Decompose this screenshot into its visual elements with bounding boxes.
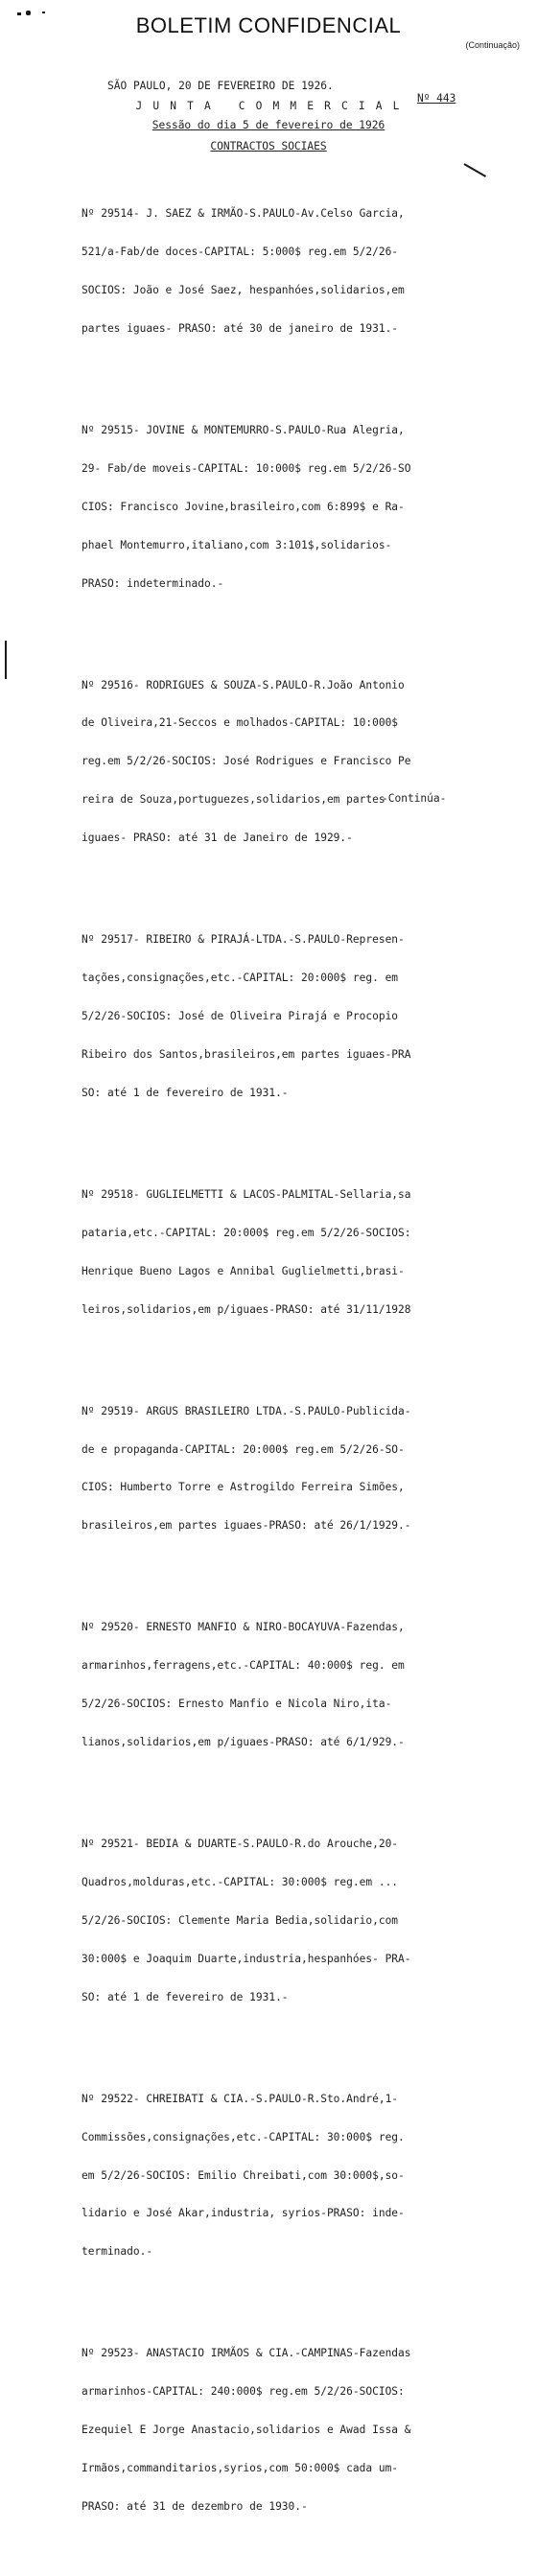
entry-line: 5/2/26-SOCIOS: Clemente Maria Bedia,solidario,com (82, 1913, 399, 1927)
contract-entry (82, 398, 411, 615)
entry-line: Commissões,consignações,etc.-CAPITAL: 30:000$ reg. (82, 2130, 405, 2143)
entry-line: Irmãos,commanditarios,syrios,com 50:000$ cada um- (82, 2462, 399, 2475)
entry-line: CIOS: Francisco Jovine,brasileiro,com 6:899$ e Ra- (82, 500, 405, 513)
junta-heading: J U N T A C O M M E R C I A L (135, 100, 402, 112)
contract-entry (82, 1596, 411, 1774)
entry-line: 5/2/26-SOCIOS: Ernesto Manfio e Nicola Niro,ita- (82, 1698, 392, 1711)
contract-entry (82, 2067, 411, 2283)
margin-tick (5, 641, 7, 679)
entry-line: SOCIOS: João e José Saez, hespanhóes,solidarios,em (82, 283, 405, 296)
entry-line: reg.em 5/2/26-SOCIOS: José Rodrigues e Francisco Pe (82, 755, 411, 768)
margin-stroke (464, 163, 487, 177)
continuation-note: (Continuação) (465, 40, 520, 50)
entry-line: Ezequiel E Jorge Anastacio,solidarios e Awad Issa & (82, 2424, 411, 2437)
contract-entry (82, 908, 411, 1125)
entry-line: iguaes- PRASO: até 31 de Janeiro de 1929.- (82, 831, 353, 845)
dateline: SÃO PAULO, 20 DE FEVEREIRO DE 1926. (107, 80, 334, 92)
entry-line: phael Montemurro,italiano,com 3:101$,solidarios- (82, 538, 392, 551)
page-title: BOLETIM CONFIDENCIAL (135, 13, 402, 37)
entry-line: Ribeiro dos Santos,brasileiros,em partes iguaes-PRA (82, 1047, 411, 1061)
entry-line: SO: até 1 de fevereiro de 1931.- (82, 1990, 289, 2003)
document-number: Nº 443 (416, 92, 456, 105)
session-heading: Sessão do dia 5 de fevereiro de 1926 (152, 119, 385, 131)
contract-entry (82, 2322, 411, 2539)
entry-line: 521/a-Fab/de doces-CAPITAL: 5:000$ reg.em 5/2/26- (82, 246, 399, 259)
entry-line: Nº 29516- RODRIGUES & SOUZA-S.PAULO-R.João Antonio (82, 678, 405, 691)
entry-line: 5/2/26-SOCIOS: José de Oliveira Pirajá e Procopio (82, 1010, 399, 1022)
entry-line: CIOS: Humberto Torre e Astrogildo Ferreira Simões, (82, 1481, 405, 1494)
entry-line: lianos,solidarios,em p/iguaes-PRASO: até 6/1/929.- (82, 1736, 405, 1749)
entry-line: Nº 29517- RIBEIRO & PIRAJÁ-LTDA.-S.PAULO-Represen- (82, 933, 405, 947)
entry-line: brasileiros,em partes iguaes-PRASO: até 26/1/1929.- (82, 1519, 411, 1533)
entry-line: Nº 29520- ERNESTO MANFIO & NIRO-BOCAYUVA-Fazendas, (82, 1621, 405, 1634)
entry-line: terminado.- (82, 2245, 153, 2259)
entry-line: de Oliveira,21-Seccos e molhados-CAPITAL: 10:000$ (82, 716, 399, 730)
entry-line: Nº 29519- ARGUS BRASILEIRO LTDA.-S.PAULO-Publicida- (82, 1404, 411, 1417)
entry-line: reira de Souza,portuguezes,solidarios,em partes (82, 793, 385, 807)
contract-entry (82, 182, 411, 361)
entry-line: Quadros,molduras,etc.-CAPITAL: 30:000$ reg.em ... (82, 1876, 399, 1888)
entry-line: lidario e José Akar,industria, syrios-PRASO: inde- (82, 2207, 405, 2220)
contract-entry (82, 653, 411, 870)
entry-line: Nº 29521- BEDIA & DUARTE-S.PAULO-R.do Arouche,20- (82, 1838, 399, 1851)
entry-line: Nº 29518- GUGLIELMETTI & LACOS-PALMITAL-Sellaria,sa (82, 1187, 411, 1201)
entry-line: em 5/2/26-SOCIOS: Emilio Chreibati,com 30:000$,so- (82, 2168, 405, 2182)
entry-line: SO: até 1 de fevereiro de 1931.- (82, 1086, 289, 1099)
entry-line: Nº 29522- CHREIBATI & CIA.-S.PAULO-R.Sto.André,1- (82, 2092, 399, 2105)
entry-line: tações,consignações,etc.-CAPITAL: 20:000$ reg. em (82, 972, 399, 985)
contract-list (82, 156, 411, 2576)
entry-line: leiros,solidarios,em p/iguaes-PRASO: até 31/11/1928 (82, 1302, 411, 1316)
entry-line: Henrique Bueno Lagos e Annibal Guglielmetti,brasi- (82, 1264, 405, 1277)
entry-line: partes iguaes- PRASO: até 30 de janeiro de 1931.- (82, 321, 399, 335)
entry-line: 29- Fab/de moveis-CAPITAL: 10:000$ reg.em 5/2/26-SO (82, 461, 411, 475)
entry-line: pataria,etc.-CAPITAL: 20:000$ reg.em 5/2/26-SOCIOS: (82, 1226, 411, 1239)
contract-entry (82, 1379, 411, 1557)
contract-entry (82, 1162, 411, 1341)
entry-line: PRASO: indeterminado.- (82, 576, 224, 590)
section-heading: CONTRACTOS SOCIAES (210, 140, 327, 152)
entry-line: de e propaganda-CAPITAL: 20:000$ reg.em 5/2/26-SO- (82, 1442, 405, 1456)
contract-entry (82, 1813, 411, 2029)
entry-line: Nº 29514- J. SAEZ & IRMÃO-S.PAULO-Av.Celso Garcia, (82, 207, 405, 221)
entry-line: armarinhos-CAPITAL: 240:000$ reg.em 5/2/26-SOCIOS: (82, 2385, 405, 2399)
continues-note: -Continúa- (382, 792, 447, 805)
entry-line: PRASO: até 31 de dezembro de 1930.- (82, 2499, 308, 2513)
entry-line: Nº 29515- JOVINE & MONTEMURRO-S.PAULO-Rua Alegria, (82, 423, 405, 436)
entry-line: 30:000$ e Joaquim Duarte,industria,hespanhóes- PRA- (82, 1952, 411, 1965)
entry-line: Nº 29523- ANASTACIO IRMÃOS & CIA.-CAMPINAS-Fazendas (82, 2347, 411, 2360)
entry-line: armarinhos,ferragens,etc.-CAPITAL: 40:000$ reg. em (82, 1659, 405, 1673)
